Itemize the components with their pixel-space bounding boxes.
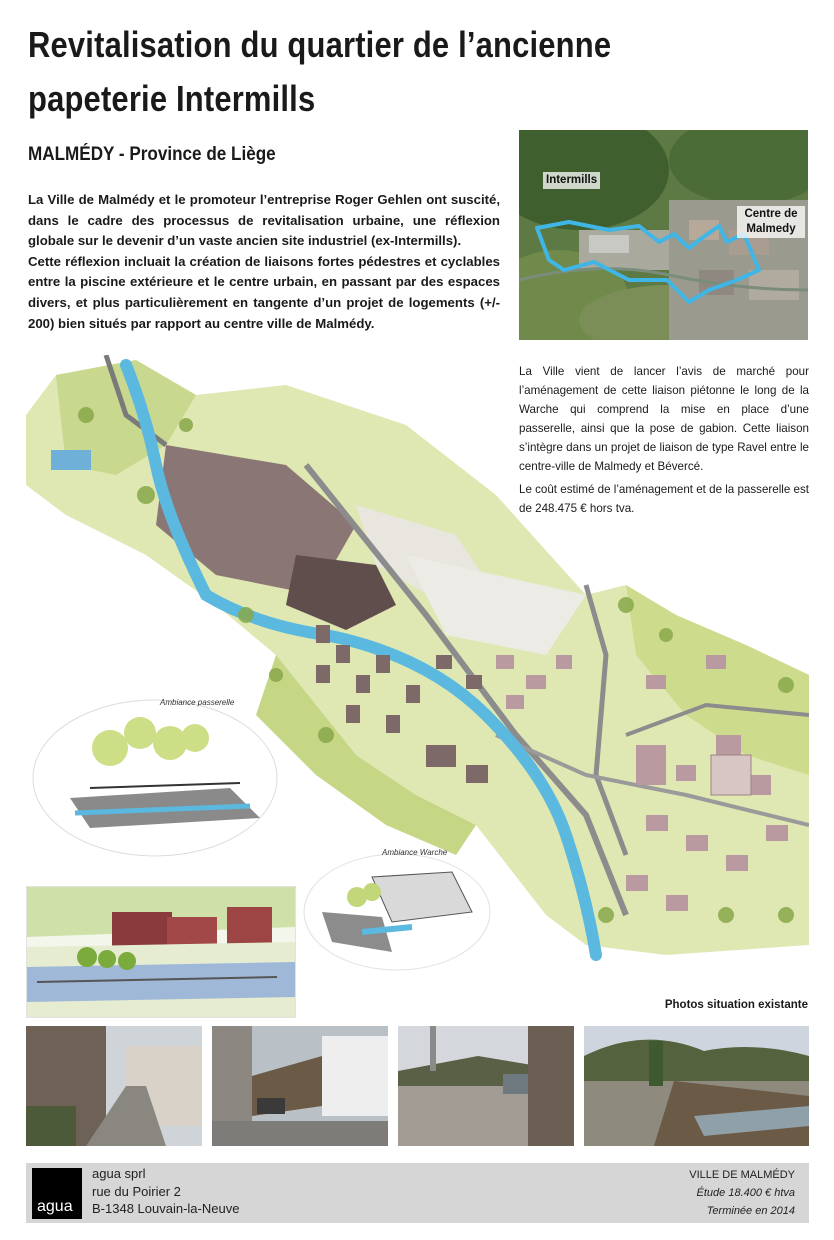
map-label-centre: Centre de Malmedy bbox=[737, 206, 805, 238]
aerial-map bbox=[519, 130, 808, 340]
footer bbox=[26, 1163, 809, 1223]
sketch-warche-drawing bbox=[302, 842, 492, 972]
perspective-render-drawing bbox=[27, 887, 295, 1017]
footer-project-info bbox=[689, 1166, 795, 1220]
sketch-passerelle-drawing bbox=[30, 688, 280, 858]
footer-company: agua sprl bbox=[92, 1166, 146, 1181]
footer-study: Étude 18.400 € htva bbox=[696, 1187, 795, 1199]
map-label-intermills: Intermills bbox=[543, 172, 600, 189]
intro-paragraph-2: Cette réflexion incluait la création de liaisons fortes pédestres et cyclables entre la piscine extérieure et le centre urbain, en passant par des espaces divers, et plus particulièrement en tangente d’un projet de logements (+/- 200) bien situés par rapport au centre ville de Malmédy. bbox=[28, 253, 500, 331]
photo-street bbox=[212, 1026, 388, 1146]
sketch-label-passerelle: Ambiance passerelle bbox=[160, 698, 235, 707]
page-title: Revitalisation du quartier de l’ancienne papeterie Intermills bbox=[28, 24, 612, 119]
footer-status: Terminée en 2014 bbox=[706, 1205, 795, 1217]
footer-city: B-1348 Louvain-la-Neuve bbox=[92, 1201, 240, 1216]
photo-4 bbox=[584, 1026, 809, 1146]
photo-1 bbox=[26, 1026, 202, 1146]
photos-caption: Photos situation existante bbox=[664, 999, 808, 1011]
sketch-warche bbox=[302, 842, 492, 972]
agua-logo bbox=[32, 1168, 82, 1219]
intro-paragraph-1: La Ville de Malmédy et le promoteur l’entreprise Roger Gehlen ont suscité, dans le cadre des processus de revitalisation urbaine, une réflexion globale sur le devenir d’un vaste ancien site industriel (ex-Intermills). bbox=[28, 192, 500, 249]
footer-address bbox=[92, 1165, 239, 1218]
side-paragraph-1: La Ville vient de lancer l’avis de marché pour l’aménagement de cette liaison piétonne le long de la Warche qui comprend la mise en place d’une passerelle, ainsi que la pose de gabion. Cette liaison s’intègre dans un projet de liaison de type Ravel entre le centre-ville de Malmedy et Bévercé. bbox=[519, 365, 809, 473]
sketch-label-warche: Ambiance Warche bbox=[382, 848, 448, 857]
perspective-render bbox=[26, 886, 296, 1018]
side-paragraph-2: Le coût estimé de l’aménagement et de la passerelle est de 248.475 € hors tva. bbox=[519, 483, 810, 515]
footer-street: rue du Poirier 2 bbox=[92, 1183, 181, 1199]
photo-riverbank bbox=[584, 1026, 809, 1146]
sketch-passerelle bbox=[30, 688, 280, 858]
logo-text: agua bbox=[37, 1198, 73, 1215]
photo-2 bbox=[212, 1026, 388, 1146]
photo-site bbox=[398, 1026, 574, 1146]
intro-text bbox=[28, 190, 500, 334]
photo-alley bbox=[26, 1026, 202, 1146]
photo-3 bbox=[398, 1026, 574, 1146]
footer-client: VILLE DE MALMÉDY bbox=[689, 1169, 795, 1181]
page-subtitle: MALMÉDY - Province de Liège bbox=[28, 144, 276, 165]
